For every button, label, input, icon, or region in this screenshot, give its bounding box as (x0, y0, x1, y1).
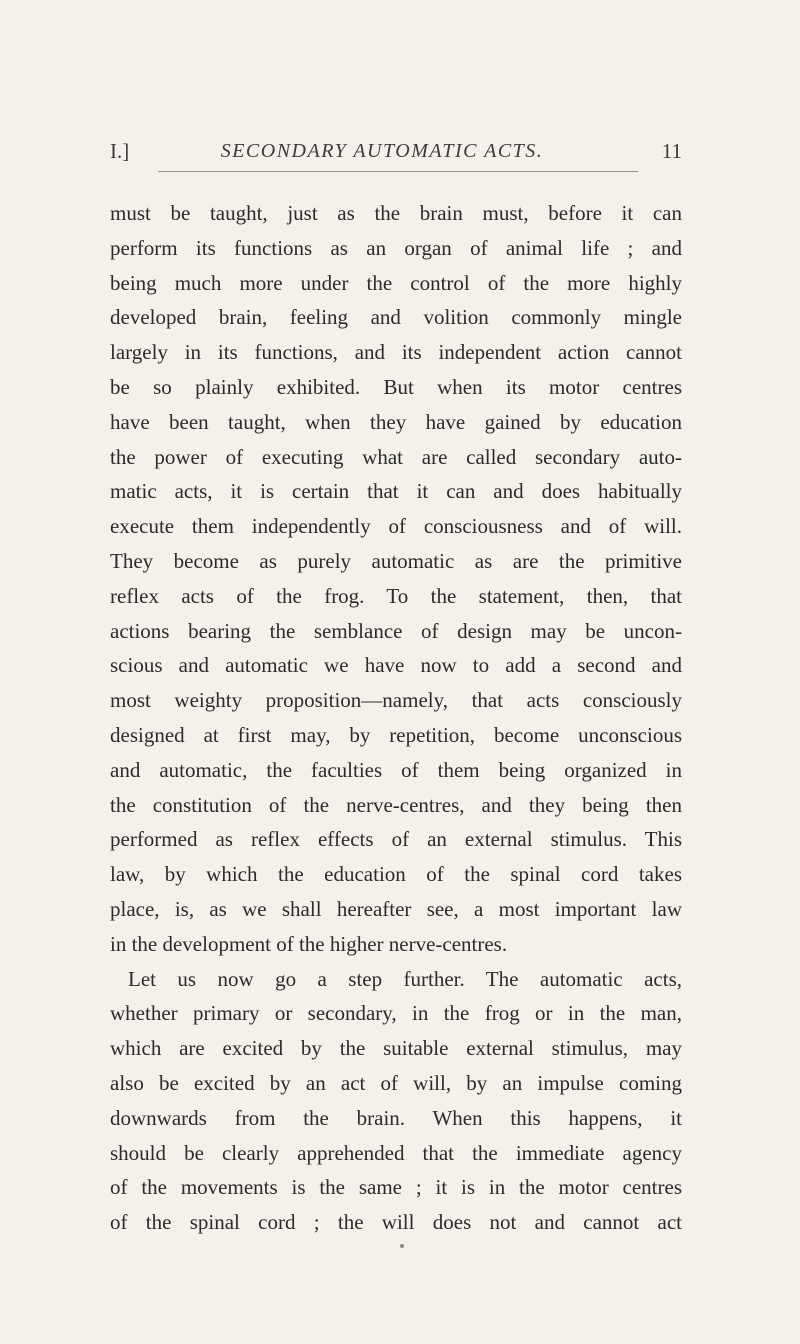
text-line: whether primary or secondary, in the frog or in the man, (110, 1001, 682, 1026)
text-line: perform its functions as an organ of animal life ; and (110, 235, 682, 260)
text-line: execute them independently of consciousness and of will. (110, 514, 682, 539)
text-line: performed as reflex effects of an external stimulus. This (110, 827, 682, 852)
page-number: 11 (661, 139, 682, 163)
text-line: reflex acts of the frog. To the statement, then, that (110, 583, 682, 608)
text-line: most weighty proposition—namely, that acts consciously (110, 688, 682, 713)
text-line: They become as purely automatic as are the primitive (110, 548, 682, 573)
text-line: must be taught, just as the brain must, before it can (110, 201, 682, 225)
text-line: in the development of the higher nerve-centres. (110, 931, 508, 956)
text-line: actions bearing the semblance of design may be uncon- (110, 618, 682, 643)
text-line: the power of executing what are called secondary auto- (110, 444, 682, 469)
text-line: of the movements is the same ; it is in the motor centres (110, 1175, 682, 1200)
text-line: law, by which the education of the spinal cord takes (110, 862, 682, 887)
text-line: matic acts, it is certain that it can and does habitually (110, 479, 682, 504)
text-line: place, is, as we shall hereafter see, a most important law (110, 896, 682, 921)
text-line: of the spinal cord ; the will does not and cannot act (110, 1210, 682, 1235)
text-line: scious and automatic we have now to add a second and (110, 653, 682, 678)
text-line: designed at first may, by repetition, become unconscious (110, 722, 682, 747)
body-text (110, 196, 682, 1240)
text-line: be so plainly exhibited. But when its motor centres (110, 374, 682, 399)
running-title: SECONDARY AUTOMATIC ACTS. (220, 140, 544, 162)
text-line: the constitution of the nerve-centres, and they being then (110, 792, 682, 817)
header-rule (158, 171, 638, 172)
text-line: Let us now go a step further. The automatic acts, (128, 966, 682, 991)
text-line: and automatic, the faculties of them being organized in (110, 757, 682, 782)
text-line: have been taught, when they have gained by education (110, 409, 682, 434)
section-number: I.] (110, 139, 130, 163)
text-line: also be excited by an act of will, by an impulse coming (110, 1070, 682, 1095)
running-head (110, 134, 682, 168)
text-line: being much more under the control of the more highly (110, 270, 682, 295)
text-line: largely in its functions, and its independent action cannot (110, 340, 682, 365)
text-line: developed brain, feeling and volition commonly mingle (110, 305, 682, 330)
text-line: which are excited by the suitable external stimulus, may (110, 1036, 682, 1061)
signature-mark (400, 1244, 404, 1248)
text-line: should be clearly apprehended that the immediate agency (110, 1140, 682, 1165)
text-line: downwards from the brain. When this happens, it (110, 1105, 682, 1130)
